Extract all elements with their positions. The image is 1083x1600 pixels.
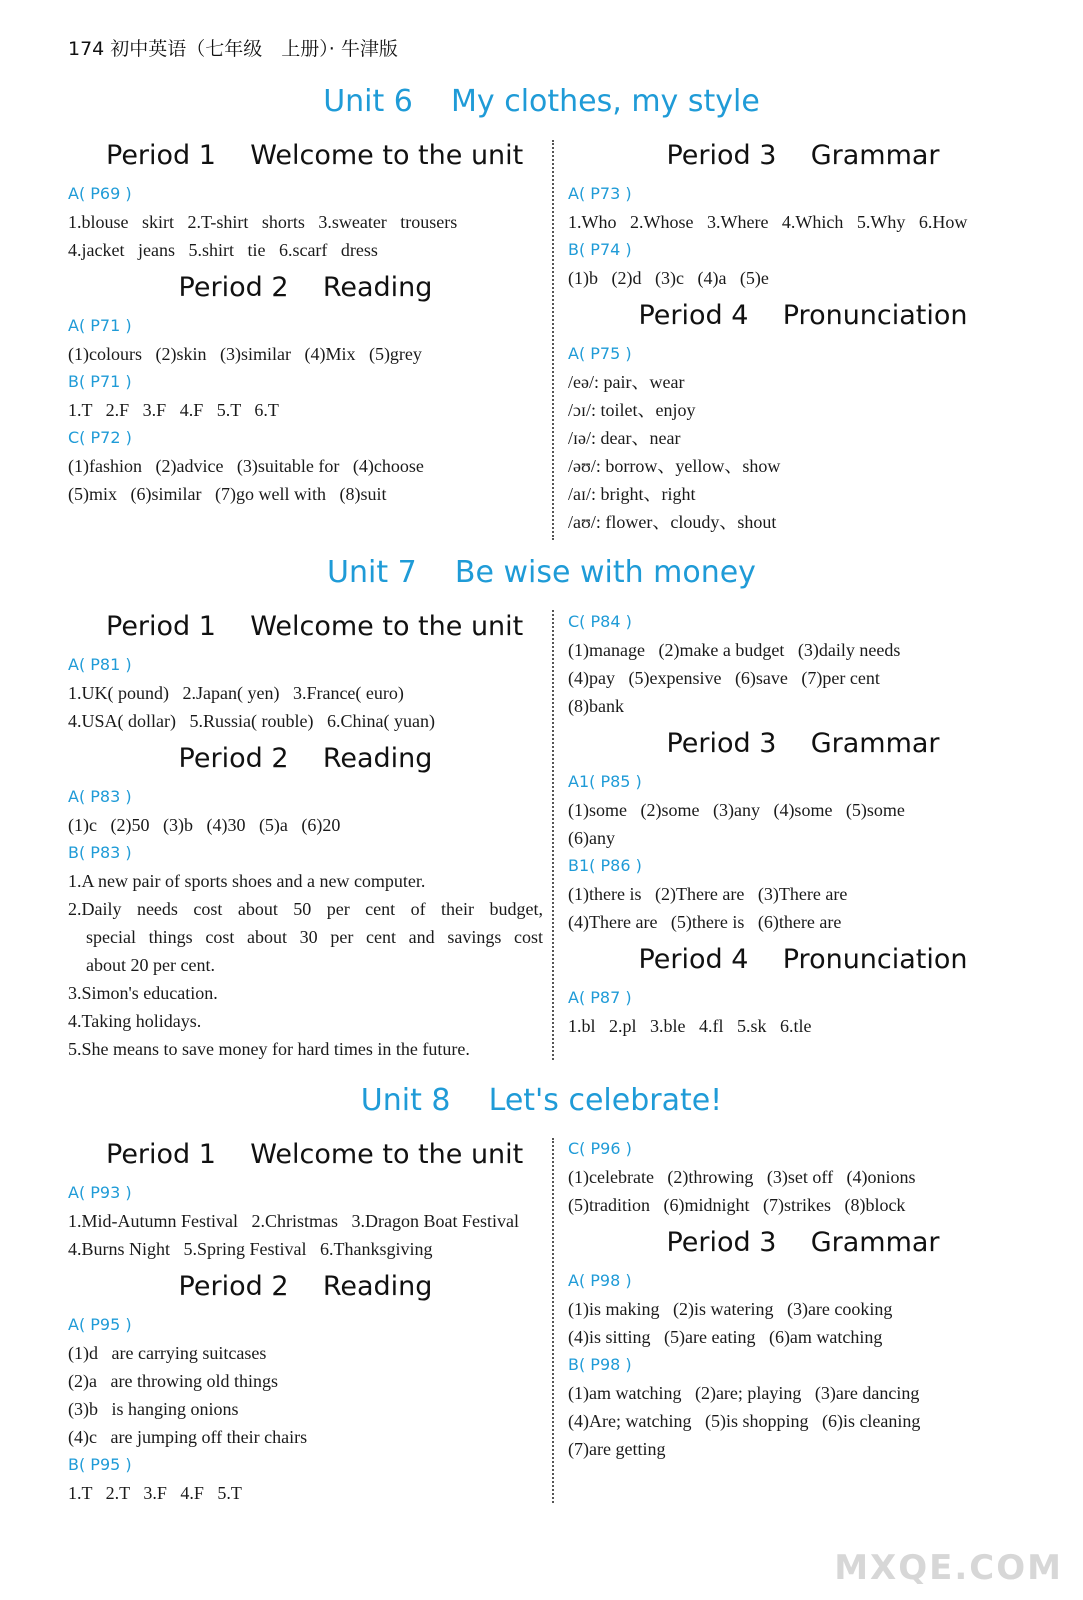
answer-line: special things cost about 30 per cent and savings cost — [86, 927, 543, 947]
answer-line: 1.UK( pound) 2.Japan( yen) 3.France( euro) — [68, 683, 404, 703]
answer-line: (1)c (2)50 (3)b (4)30 (5)a (6)20 — [68, 815, 341, 835]
answer-line: (5)mix (6)similar (7)go well with (8)suit — [68, 484, 387, 504]
answer-line: /əʊ/: borrow、yellow、show — [568, 456, 781, 476]
answer-line: (2)a are throwing old things — [68, 1371, 278, 1391]
section-label: B( P95 ) — [68, 1455, 132, 1474]
answer-line: 1.A new pair of sports shoes and a new computer. — [68, 871, 426, 891]
section-label: A( P93 ) — [68, 1183, 132, 1202]
answer-line: (1)some (2)some (3)any (4)some (5)some — [568, 800, 905, 820]
answer-line: (6)any — [568, 828, 615, 848]
section-label: B( P74 ) — [568, 240, 632, 259]
column-divider — [552, 140, 554, 540]
answer-line: (4)Are; watching (5)is shopping (6)is cleaning — [568, 1411, 921, 1431]
answer-line: (5)tradition (6)midnight (7)strikes (8)block — [568, 1195, 906, 1215]
answer-line: 1.T 2.T 3.F 4.F 5.T — [68, 1483, 242, 1503]
answer-line: (1)is making (2)is watering (3)are cooking — [568, 1299, 893, 1319]
answer-line: (8)bank — [568, 696, 624, 716]
unit-7-right-column — [568, 608, 1038, 1040]
answer-line: (4)There are (5)there is (6)there are — [568, 912, 842, 932]
period-title: Period 2 Reading — [178, 1271, 433, 1302]
unit-7-title: Unit 7 Be wise with money — [327, 555, 756, 590]
section-label: A( P73 ) — [568, 184, 632, 203]
period-title: Period 2 Reading — [178, 272, 433, 303]
period-title: Period 3 Grammar — [666, 1227, 940, 1258]
answer-line: 4.Burns Night 5.Spring Festival 6.Thanksgiving — [68, 1239, 433, 1259]
period-title: Period 4 Pronunciation — [638, 944, 968, 975]
answer-line: (1)there is (2)There are (3)There are — [568, 884, 848, 904]
answer-line: /ɪə/: dear、near — [568, 428, 681, 448]
section-label: A( P83 ) — [68, 787, 132, 806]
column-divider — [552, 1138, 554, 1503]
period-title: Period 1 Welcome to the unit — [106, 1139, 524, 1170]
answer-line: (1)manage (2)make a budget (3)daily needs — [568, 640, 901, 660]
period-title: Period 2 Reading — [178, 743, 433, 774]
unit-8-right-column — [568, 1135, 1038, 1463]
unit-8-title: Unit 8 Let's celebrate! — [360, 1083, 723, 1118]
answer-line: (3)b is hanging onions — [68, 1399, 239, 1419]
answer-line: /eə/: pair、wear — [568, 372, 685, 392]
section-label: A( P87 ) — [568, 988, 632, 1007]
period-title: Period 1 Welcome to the unit — [106, 140, 524, 171]
page-header: 174 初中英语（七年级 上册）· 牛津版 — [68, 38, 398, 60]
answer-line: /aɪ/: bright、right — [568, 484, 696, 504]
section-label: C( P72 ) — [68, 428, 132, 447]
answer-line: 4.Taking holidays. — [68, 1011, 202, 1031]
answer-line: /aʊ/: flower、cloudy、shout — [568, 512, 777, 532]
answer-line: (4)c are jumping off their chairs — [68, 1427, 308, 1447]
answer-line: (4)is sitting (5)are eating (6)am watching — [568, 1327, 883, 1347]
answer-line: (1)am watching (2)are; playing (3)are dancing — [568, 1383, 920, 1403]
answer-line: 3.Simon's education. — [68, 983, 218, 1003]
column-divider — [552, 610, 554, 1060]
answer-line: (4)pay (5)expensive (6)save (7)per cent — [568, 668, 880, 688]
section-label: A( P69 ) — [68, 184, 132, 203]
period-title: Period 3 Grammar — [666, 728, 940, 759]
section-label: C( P96 ) — [568, 1139, 632, 1158]
answer-line: (1)colours (2)skin (3)similar (4)Mix (5)grey — [68, 344, 422, 364]
answer-line: (1)b (2)d (3)c (4)a (5)e — [568, 268, 769, 288]
answer-line: (1)d are carrying suitcases — [68, 1343, 267, 1363]
section-label: C( P84 ) — [568, 612, 632, 631]
section-label: A( P75 ) — [568, 344, 632, 363]
answer-line: 1.T 2.F 3.F 4.F 5.T 6.T — [68, 400, 279, 420]
section-label: B1( P86 ) — [568, 856, 642, 875]
answer-line: 4.USA( dollar) 5.Russia( rouble) 6.China( yuan) — [68, 711, 435, 731]
unit-7-left-column — [68, 603, 543, 1063]
section-label: A( P81 ) — [68, 655, 132, 674]
section-label: B( P83 ) — [68, 843, 132, 862]
unit-6-left-column — [68, 132, 543, 508]
section-label: A( P98 ) — [568, 1271, 632, 1290]
answer-line: about 20 per cent. — [86, 955, 215, 975]
answer-line: 1.bl 2.pl 3.ble 4.fl 5.sk 6.tle — [568, 1016, 812, 1036]
answer-line: 1.Mid-Autumn Festival 2.Christmas 3.Dragon Boat Festival — [68, 1211, 519, 1231]
period-title: Period 1 Welcome to the unit — [106, 611, 524, 642]
section-label: A1( P85 ) — [568, 772, 642, 791]
unit-6-right-column — [568, 132, 1038, 536]
section-label: B( P71 ) — [68, 372, 132, 391]
period-title: Period 4 Pronunciation — [638, 300, 968, 331]
unit-6-title: Unit 6 My clothes, my style — [323, 84, 760, 119]
answer-line: /ɔɪ/: toilet、enjoy — [568, 400, 696, 420]
section-label: B( P98 ) — [568, 1355, 632, 1374]
section-label: A( P95 ) — [68, 1315, 132, 1334]
answer-line: 4.jacket jeans 5.shirt tie 6.scarf dress — [68, 240, 378, 260]
section-label: A( P71 ) — [68, 316, 132, 335]
answer-line: (7)are getting — [568, 1439, 666, 1459]
period-title: Period 3 Grammar — [666, 140, 940, 171]
answer-line: 1.blouse skirt 2.T-shirt shorts 3.sweater trousers — [68, 212, 458, 232]
watermark: MXQE.COM — [834, 1548, 1063, 1588]
answer-line: (1)fashion (2)advice (3)suitable for (4)choose — [68, 456, 424, 476]
unit-8-left-column — [68, 1131, 543, 1507]
answer-line: 5.She means to save money for hard times in the future. — [68, 1039, 470, 1059]
answer-line: 2.Daily needs cost about 50 per cent of their budget, — [68, 899, 543, 919]
answer-line: (1)celebrate (2)throwing (3)set off (4)onions — [568, 1167, 916, 1187]
answer-line: 1.Who 2.Whose 3.Where 4.Which 5.Why 6.How — [568, 212, 968, 232]
